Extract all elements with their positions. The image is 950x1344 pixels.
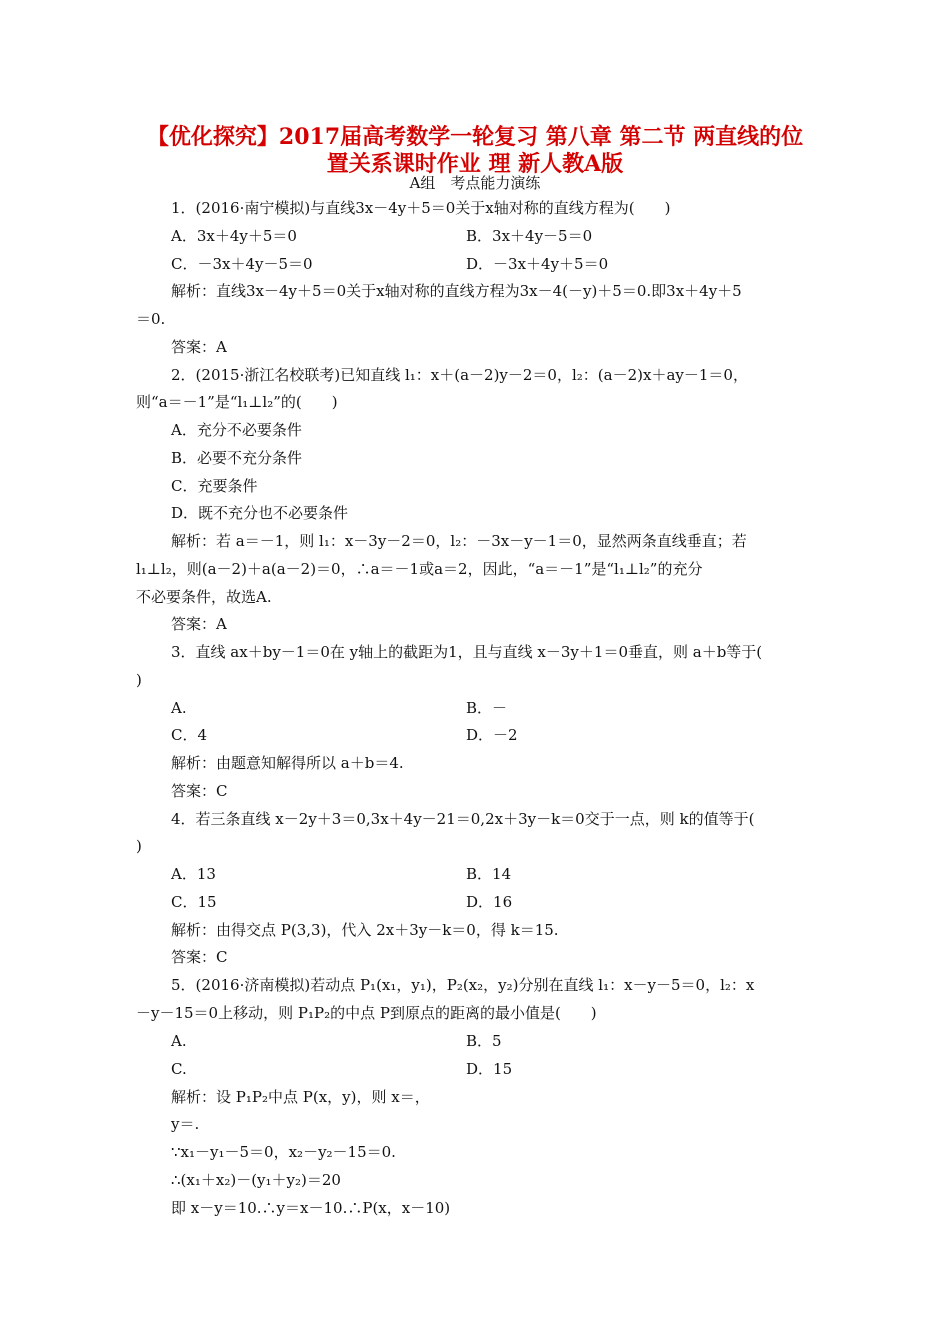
q4-answer: 答案：C bbox=[171, 948, 228, 966]
q3-option-c: C．4 bbox=[171, 726, 208, 744]
q5-option-a: A. bbox=[171, 1032, 187, 1050]
q2-answer: 答案：A bbox=[171, 615, 227, 633]
q3-option-a: A. bbox=[171, 699, 187, 717]
q1-option-d: D．－3x＋4y＋5＝0 bbox=[466, 255, 609, 273]
q2-option-a: A．充分不必要条件 bbox=[171, 421, 302, 439]
q1-option-a: A．3x＋4y＋5＝0 bbox=[171, 227, 297, 245]
q5-stem-line-1: 5．(2016·济南模拟)若动点 P₁(x₁，y₁)，P₂(x₂，y₂)分别在直线 l₁：x－y－5＝0，l₂：x bbox=[171, 976, 755, 994]
q2-solution-line-1: 解析：若 a＝－1，则 l₁：x－3y－2＝0，l₂：－3x－y－1＝0，显然两条直线垂直；若 bbox=[171, 532, 747, 550]
q3-stem-line-2: ) bbox=[136, 671, 142, 689]
q1-option-c: C．－3x＋4y－5＝0 bbox=[171, 255, 313, 273]
q3-solution: 解析：由题意知解得所以 a＋b＝4. bbox=[171, 754, 404, 772]
q3-option-d: D．－2 bbox=[466, 726, 518, 744]
q5-stem-line-2: －y－15＝0上移动，则 P₁P₂的中点 P到原点的距离的最小值是( ) bbox=[136, 1004, 597, 1022]
q1-solution-line-2: ＝0. bbox=[136, 310, 166, 328]
q5-solution-line-2: y＝. bbox=[171, 1115, 200, 1133]
q2-stem-line-2: 则“a＝－1”是“l₁⊥l₂”的( ) bbox=[136, 393, 338, 411]
q2-solution-line-3: 不必要条件，故选A. bbox=[136, 588, 272, 606]
q4-stem-line-1: 4．若三条直线 x－2y＋3＝0,3x＋4y－21＝0,2x＋3y－k＝0交于一点，则 k的值等于( bbox=[171, 810, 755, 828]
q5-solution-line-4: ∴(x₁＋x₂)－(y₁＋y₂)＝20 bbox=[171, 1171, 341, 1189]
q3-option-b: B．－ bbox=[466, 699, 508, 717]
q4-stem-line-2: ) bbox=[136, 837, 142, 855]
q3-answer: 答案：C bbox=[171, 782, 228, 800]
q5-solution-line-5: 即 x－y＝10.∴y＝x－10.∴P(x，x－10) bbox=[171, 1199, 451, 1217]
document-title-line-2: 置关系课时作业 理 新人教A版 bbox=[326, 151, 624, 177]
q3-stem-line-1: 3．直线 ax＋by－1＝0在 y轴上的截距为1，且与直线 x－3y＋1＝0垂直，则 a＋b等于( bbox=[171, 643, 763, 661]
q2-option-b: B．必要不充分条件 bbox=[171, 449, 303, 467]
q5-option-c: C. bbox=[171, 1060, 187, 1078]
q4-option-c: C．15 bbox=[171, 893, 217, 911]
q1-answer: 答案：A bbox=[171, 338, 227, 356]
q1-stem: 1．(2016·南宁模拟)与直线3x－4y＋5＝0关于x轴对称的直线方程为( ) bbox=[171, 199, 671, 217]
q2-solution-line-2: l₁⊥l₂，则(a－2)＋a(a－2)＝0，∴a＝－1或a＝2，因此，“a＝－1”是“l₁⊥l₂”的充分 bbox=[136, 560, 703, 578]
section-heading: A组 考点能力演练 bbox=[409, 174, 541, 192]
q4-solution: 解析：由得交点 P(3,3)，代入 2x＋3y－k＝0，得 k＝15. bbox=[171, 921, 559, 939]
q1-option-b: B．3x＋4y－5＝0 bbox=[466, 227, 593, 245]
q1-solution-line-1: 解析：直线3x－4y＋5＝0关于x轴对称的直线方程为3x－4(－y)＋5＝0.即3x＋4y＋5 bbox=[171, 282, 742, 300]
q5-solution-line-1: 解析：设 P₁P₂中点 P(x，y)，则 x＝， bbox=[171, 1088, 430, 1106]
document-title-line-1: 【优化探究】2017届高考数学一轮复习 第八章 第二节 两直线的位 bbox=[146, 124, 804, 150]
q2-option-d: D．既不充分也不必要条件 bbox=[171, 504, 349, 522]
q5-option-d: D．15 bbox=[466, 1060, 513, 1078]
q2-option-c: C．充要条件 bbox=[171, 477, 258, 495]
q4-option-a: A．13 bbox=[171, 865, 216, 883]
q4-option-d: D．16 bbox=[466, 893, 513, 911]
q5-solution-line-3: ∵x₁－y₁－5＝0，x₂－y₂－15＝0. bbox=[171, 1143, 396, 1161]
q4-option-b: B．14 bbox=[466, 865, 512, 883]
q2-stem-line-1: 2．(2015·浙江名校联考)已知直线 l₁：x＋(a－2)y－2＝0，l₂：(a－2)x＋ay－1＝0， bbox=[171, 366, 748, 384]
q5-option-b: B．5 bbox=[466, 1032, 502, 1050]
